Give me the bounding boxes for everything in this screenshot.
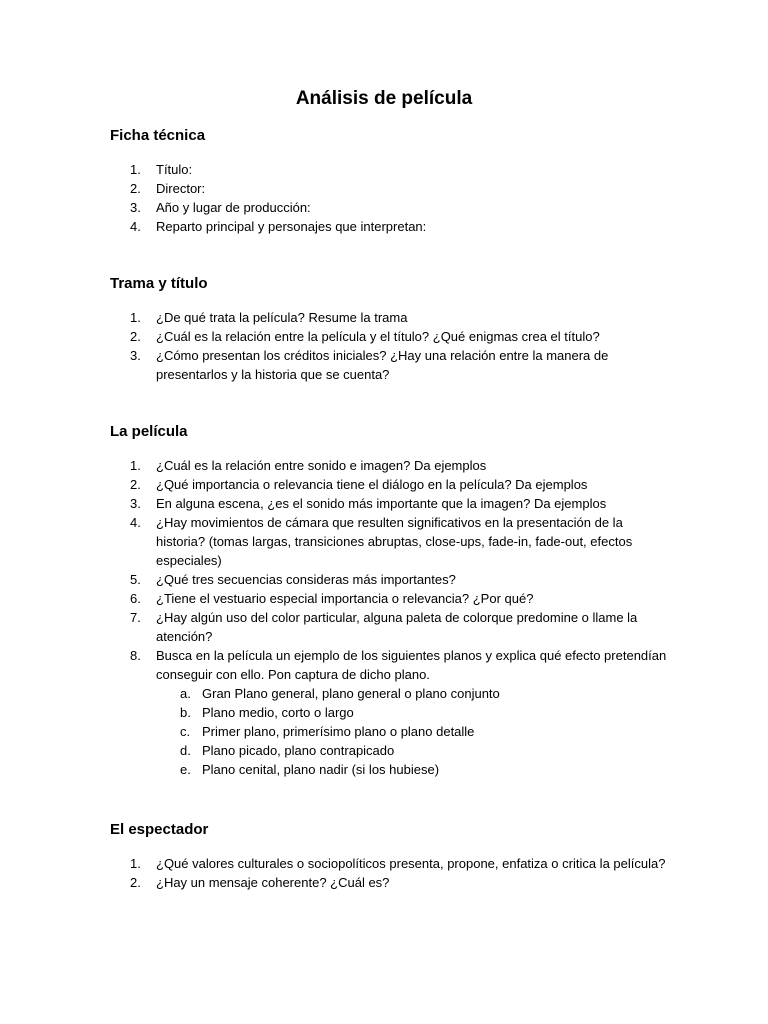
list-item (110, 346, 670, 384)
numbered-list (110, 308, 670, 384)
list-item-text: ¿Cómo presentan los créditos iniciales? ¿Hay una relación entre la manera de presentarlos y la historia que se cuenta? (156, 348, 609, 382)
list-number: 2. (130, 875, 141, 890)
sublist-item-text: Primer plano, primerísimo plano o plano detalle (202, 724, 475, 739)
sublist-letter: e. (180, 762, 191, 777)
sublist-letter: d. (180, 743, 191, 758)
list-item-text: Año y lugar de producción: (156, 200, 311, 215)
list-item (110, 160, 670, 179)
list-number: 2. (130, 329, 141, 344)
list-item-text: ¿Cuál es la relación entre sonido e imagen? Da ejemplos (156, 458, 487, 473)
list-number: 3. (130, 348, 141, 363)
section-ficha-tecnica (110, 126, 670, 236)
list-item (110, 179, 670, 198)
list-item-text: Título: (156, 162, 193, 177)
list-number: 1. (130, 310, 141, 325)
list-number: 1. (130, 458, 141, 473)
list-item (110, 456, 670, 475)
list-item-text: En alguna escena, ¿es el sonido más importante que la imagen? Da ejemplos (156, 496, 607, 511)
numbered-list (110, 456, 670, 779)
sublist-item (156, 722, 670, 741)
list-number: 1. (130, 856, 141, 871)
sublist-item-text: Gran Plano general, plano general o plano conjunto (202, 686, 500, 701)
list-item (110, 589, 670, 608)
section-trama-y-titulo (110, 274, 670, 384)
section-heading: Trama y título (110, 275, 208, 292)
list-number: 2. (130, 181, 141, 196)
list-item (110, 570, 670, 589)
list-item (110, 217, 670, 236)
section-heading: El espectador (110, 821, 209, 838)
sublist-letter: b. (180, 705, 191, 720)
sublist-item-text: Plano cenital, plano nadir (si los hubiese) (202, 762, 440, 777)
list-number: 6. (130, 591, 141, 606)
document-title: Análisis de película (295, 88, 473, 109)
list-item (110, 198, 670, 217)
list-item (110, 327, 670, 346)
sublist-letter: a. (180, 686, 191, 701)
list-item-text: Busca en la película un ejemplo de los siguientes planos y explica qué efecto pretendían conseguir con ello. Pon captura de dicho plano. (156, 648, 667, 682)
list-item-text: Director: (156, 181, 206, 196)
list-item (110, 646, 670, 779)
list-item-text: ¿Tiene el vestuario especial importancia o relevancia? ¿Por qué? (156, 591, 534, 606)
list-item (110, 494, 670, 513)
numbered-list (110, 854, 670, 892)
section-el-espectador (110, 820, 670, 892)
list-number: 3. (130, 200, 141, 215)
sublist-item (156, 684, 670, 703)
list-item (110, 308, 670, 327)
list-item-text: ¿Qué valores culturales o sociopolíticos presenta, propone, enfatiza o critica la película? (156, 856, 666, 871)
section-heading: Ficha técnica (110, 127, 206, 144)
list-item-text: ¿Hay movimientos de cámara que resulten significativos en la presentación de la historia? (tomas largas, transiciones abruptas, close-ups, fade-in, fade-out, efectos especiales) (156, 515, 633, 568)
list-number: 1. (130, 162, 141, 177)
sublist-item (156, 703, 670, 722)
list-number: 5. (130, 572, 141, 587)
list-item (110, 608, 670, 646)
section-heading: La película (110, 423, 188, 440)
list-item (110, 873, 670, 892)
list-item-text: ¿Cuál es la relación entre la película y el título? ¿Qué enigmas crea el título? (156, 329, 600, 344)
list-item (110, 854, 670, 873)
list-item-text: ¿Hay algún uso del color particular, alguna paleta de colorque predomine o llame la atención? (156, 610, 638, 644)
list-item-text: ¿Hay un mensaje coherente? ¿Cuál es? (156, 875, 390, 890)
list-item-text: ¿De qué trata la película? Resume la trama (156, 310, 408, 325)
list-number: 4. (130, 219, 141, 234)
section-la-pelicula (110, 422, 670, 779)
sublist-item-text: Plano medio, corto o largo (202, 705, 354, 720)
sublist-item-text: Plano picado, plano contrapicado (202, 743, 395, 758)
lettered-sublist (156, 684, 670, 779)
list-number: 8. (130, 648, 141, 663)
numbered-list (110, 160, 670, 236)
list-item (110, 513, 670, 570)
list-number: 2. (130, 477, 141, 492)
sublist-letter: c. (180, 724, 191, 739)
list-item-text: Reparto principal y personajes que interpretan: (156, 219, 427, 234)
list-item (110, 475, 670, 494)
list-item-text: ¿Qué tres secuencias consideras más importantes? (156, 572, 456, 587)
sublist-item (156, 760, 670, 779)
list-number: 4. (130, 515, 141, 530)
sublist-item (156, 741, 670, 760)
list-item-text: ¿Qué importancia o relevancia tiene el diálogo en la película? Da ejemplos (156, 477, 588, 492)
list-number: 3. (130, 496, 141, 511)
list-number: 7. (130, 610, 141, 625)
